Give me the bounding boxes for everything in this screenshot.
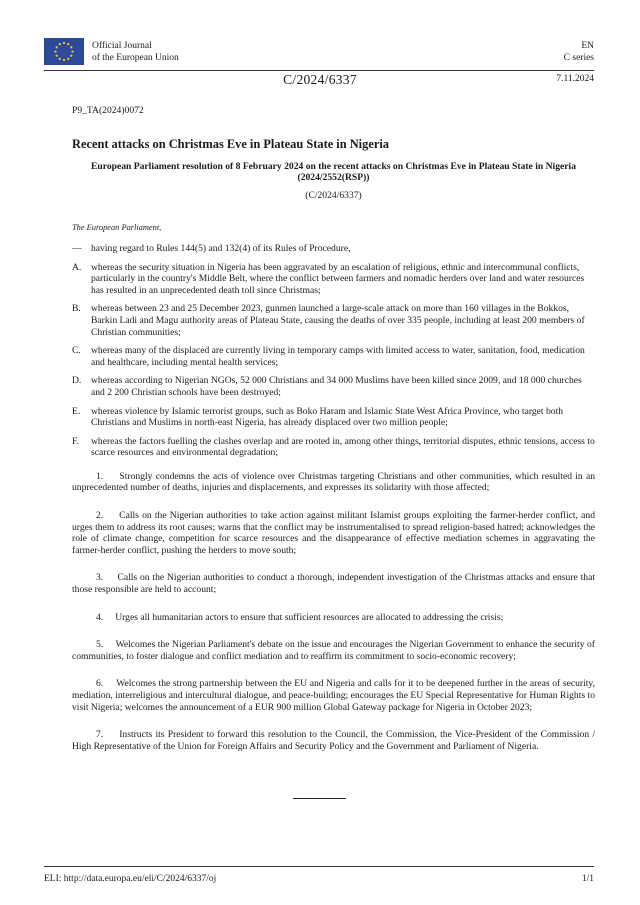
paragraphs-list bbox=[72, 471, 595, 753]
recital-text: whereas many of the displaced are currently living in temporary camps with limited access to water, sanitation, food, medication and healthcare, including mental health services; bbox=[91, 345, 585, 368]
language-series bbox=[564, 40, 594, 64]
document-subtitle: European Parliament resolution of 8 February 2024 on the recent attacks on Christmas Eve in Plateau State in Nigeria (2024/2552(RSP)) bbox=[91, 160, 576, 184]
eu-stars-icon bbox=[44, 38, 84, 65]
header-rule bbox=[44, 70, 594, 71]
resolution-paragraph bbox=[72, 639, 595, 662]
eu-star-icon bbox=[70, 55, 72, 57]
end-of-document-rule bbox=[293, 798, 346, 799]
journal-name-line2: of the European Union bbox=[92, 53, 179, 63]
eu-star-icon bbox=[67, 58, 69, 60]
series-label: C series bbox=[563, 53, 594, 63]
paragraph-number: 5. bbox=[96, 639, 104, 651]
eu-star-icon bbox=[63, 59, 65, 61]
journal-name bbox=[92, 40, 179, 64]
eu-star-icon bbox=[71, 50, 73, 52]
recital-mark: B. bbox=[72, 303, 81, 315]
recital-mark: F. bbox=[72, 435, 79, 447]
eli-link[interactable]: ELI: http://data.europa.eu/eli/C/2024/6337/oj bbox=[44, 874, 217, 884]
recital-text: whereas the security situation in Nigeria has been aggravated by an escalation of religious, ethnic and intercommunal conflicts, particularly in the country's Middle Belt, where the conflict between farmers and nomadic herders over land and water resources has resulted in an unprecedented death toll since Christmas; bbox=[91, 261, 585, 296]
resolution-paragraph bbox=[72, 572, 595, 595]
eu-star-icon bbox=[59, 43, 61, 45]
recital-mark: — bbox=[72, 242, 82, 254]
paragraph-text: Calls on the Nigerian authorities to conduct a thorough, independent investigation of the Christmas attacks and ensure that those responsible are held to account; bbox=[72, 572, 596, 596]
recital-text: whereas violence by Islamic terrorist groups, such as Boko Haram and Islamic State West Africa Province, who target both Christians and Muslims in north-east Nigeria, has already displaced over two million people; bbox=[91, 405, 564, 429]
eu-star-icon bbox=[54, 50, 56, 52]
recital-item bbox=[72, 262, 595, 297]
eu-star-icon bbox=[56, 55, 58, 57]
document-reference: P9_TA(2024)0072 bbox=[72, 105, 144, 116]
eu-star-icon bbox=[67, 43, 69, 45]
paragraph-text: Welcomes the Nigerian Parliament's debate on the issue and encourages the Nigerian Government to enhance the security of communities, to foster dialogue and conflict mediation and to reaffirm its commitment to socio-economic recovery; bbox=[72, 639, 595, 662]
resolution-paragraph bbox=[72, 612, 595, 624]
paragraph-number: 7. bbox=[96, 729, 104, 741]
footer-rule bbox=[44, 866, 594, 867]
eu-star-icon bbox=[63, 42, 65, 44]
recital-text: whereas between 23 and 25 December 2023, gunmen launched a large-scale attack on more than 160 villages in the Bokkos, Barkin Ladi and Magu authority areas of Plateau State, causing the deaths of over 335 people, including at least 200 members of Christian communities; bbox=[91, 303, 585, 338]
paragraph-number: 2. bbox=[96, 510, 104, 522]
recital-text: having regard to Rules 144(5) and 132(4) of its Rules of Procedure, bbox=[91, 242, 351, 254]
recital-text: whereas the factors fuelling the clashes overlap and are rooted in, among other things, territorial disputes, ethnic tensions, access to scarce resources and environmental degradation; bbox=[91, 435, 595, 459]
paragraph-text: Strongly condemns the acts of violence over Christmas targeting Christians and other communities, which resulted in an unprecedented number of deaths, injuries and displacements, and expresses its solidarity with those affected; bbox=[72, 470, 596, 494]
recital-mark: D. bbox=[72, 375, 82, 387]
document-title: Recent attacks on Christmas Eve in Plateau State in Nigeria bbox=[72, 136, 389, 151]
eu-star-icon bbox=[59, 58, 61, 60]
recital-mark: C. bbox=[72, 345, 81, 357]
recitals-list bbox=[72, 243, 595, 459]
journal-name-line1: Official Journal bbox=[92, 41, 152, 51]
paragraph-number: 1. bbox=[96, 470, 104, 482]
recital-mark: A. bbox=[72, 261, 82, 273]
recital-item bbox=[72, 406, 595, 429]
paragraph-number: 3. bbox=[96, 572, 104, 584]
recital-text: whereas according to Nigerian NGOs, 52 000 Christians and 34 000 Muslims have been killed since 2009, and 18 000 churches and 2 200 Christian schools have been destroyed; bbox=[91, 375, 582, 398]
document-subtitle-ref: (C/2024/6337) bbox=[305, 189, 362, 201]
document-body bbox=[72, 105, 595, 752]
paragraph-text: Urges all humanitarian actors to ensure that sufficient resources are allocated to addressing the crisis; bbox=[115, 611, 504, 623]
eu-star-icon bbox=[70, 46, 72, 48]
resolution-paragraph bbox=[72, 471, 595, 494]
recital-item bbox=[72, 345, 595, 368]
paragraph-number: 6. bbox=[96, 678, 104, 690]
publication-date: 7.11.2024 bbox=[556, 74, 594, 84]
page-header bbox=[44, 38, 594, 66]
resolution-paragraph bbox=[72, 510, 595, 556]
resolution-paragraph bbox=[72, 729, 595, 752]
document-number: C/2024/6337 bbox=[283, 72, 357, 87]
language-code: EN bbox=[581, 41, 594, 51]
paragraph-text: Instructs its President to forward this resolution to the Council, the Commission, the Vice-President of the Commission / High Representative of the Union for Foreign Affairs and Security Policy and the Government and Parliament of Nigeria. bbox=[72, 729, 595, 752]
recital-item bbox=[72, 436, 595, 459]
recital-mark: E. bbox=[72, 405, 81, 417]
eu-star-icon bbox=[56, 46, 58, 48]
author-line: The European Parliament, bbox=[72, 223, 162, 233]
eu-flag-icon bbox=[44, 38, 84, 65]
recital-item bbox=[72, 243, 595, 255]
paragraph-number: 4. bbox=[96, 611, 104, 623]
paragraph-text: Calls on the Nigerian authorities to take action against militant Islamist groups exploiting the farmer-herder conflict, and urges them to address its root causes; warns that the conflict may be instrumentalised to spread religion-based hatred; acknowledges the role of climate change, competition for scarce resources and the disappearance of effective mediation schemes in aggravating the farmer-herder conflict, pushing the herders to move south; bbox=[72, 510, 595, 556]
recital-item bbox=[72, 375, 595, 398]
recital-item bbox=[72, 303, 595, 338]
resolution-paragraph bbox=[72, 678, 595, 713]
paragraph-text: Welcomes the strong partnership between the EU and Nigeria and calls for it to be deepened further in the areas of security, mediation, interreligious and intercultural dialogue, and peace-building; encourages the EU Special Representative for Human Rights to visit Nigeria; welcomes the announcement of a EUR 900 million Global Gateway package for Nigeria in October 2023; bbox=[72, 678, 595, 713]
page-number: 1/1 bbox=[581, 874, 594, 884]
